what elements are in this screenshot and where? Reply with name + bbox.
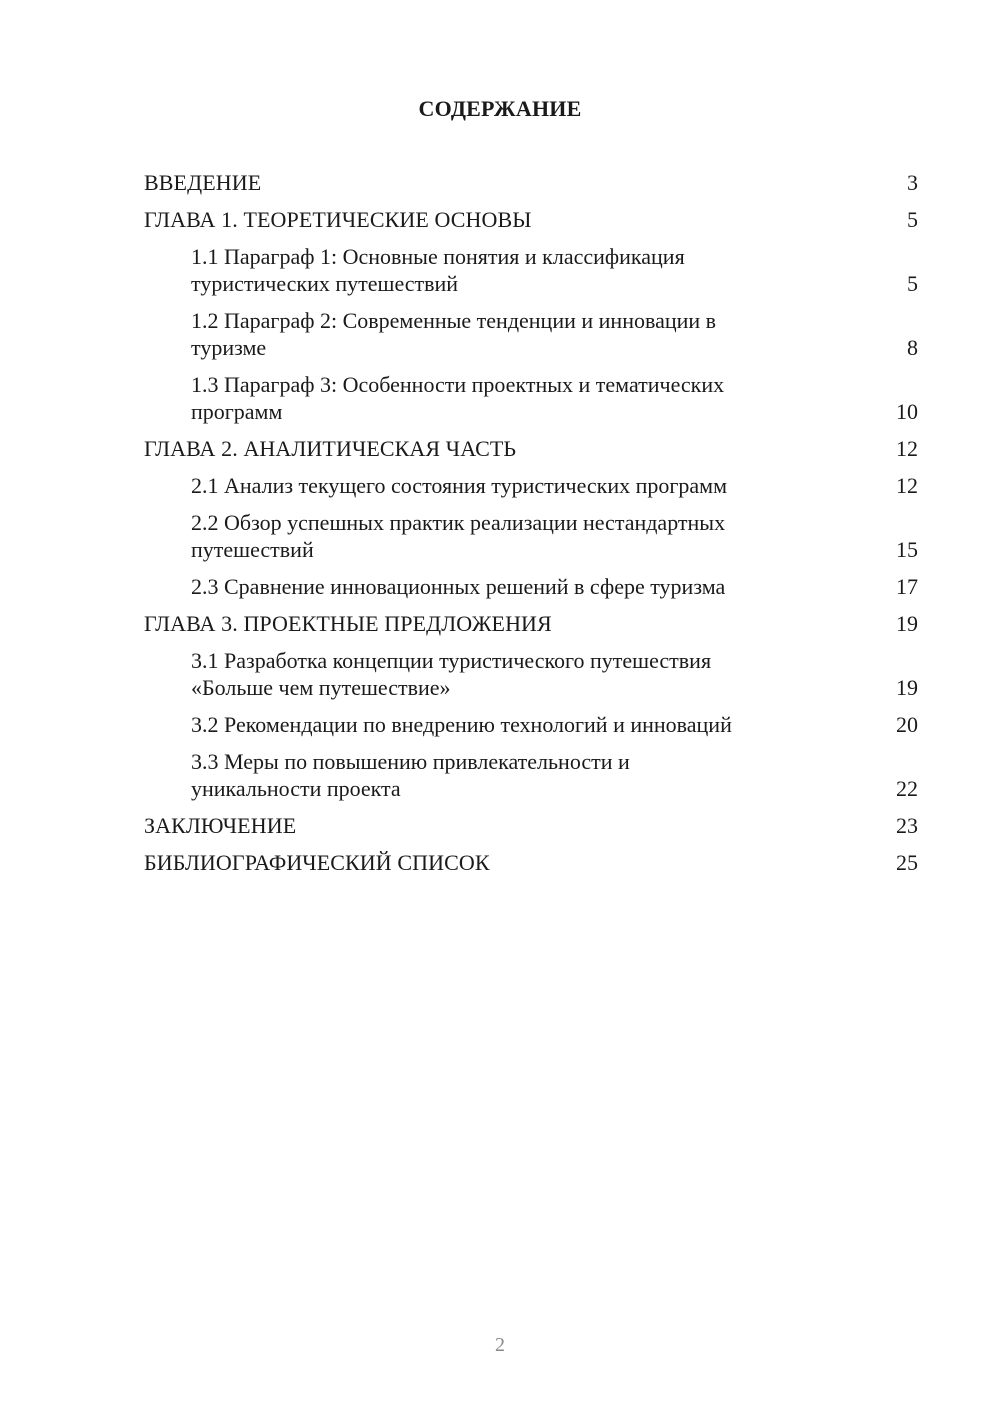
toc-heading: СОДЕРЖАНИЕ xyxy=(418,96,582,121)
toc-entry-title: БИБЛИОГРАФИЧЕСКИЙ СПИСОК xyxy=(144,850,490,875)
toc-entry-page: 5 xyxy=(907,271,918,296)
toc-entry-section-2-3[interactable] xyxy=(144,573,918,600)
toc-entry-title: 3.1 Разработка концепции туристического путешествия «Больше чем путешествие» xyxy=(191,648,712,700)
toc-entry-title: 2.3 Сравнение инновационных решений в сфере туризма xyxy=(191,574,726,599)
toc-entry-page: 19 xyxy=(896,611,918,636)
toc-entry-bibliography[interactable] xyxy=(144,849,918,876)
toc-entry-page: 22 xyxy=(896,776,918,801)
toc-entry-page: 19 xyxy=(896,675,918,700)
page-number: 2 xyxy=(495,1334,505,1356)
toc-entry-page: 20 xyxy=(896,712,918,737)
toc-entry-section-2-1[interactable] xyxy=(144,472,918,499)
toc-entry-title: 3.2 Рекомендации по внедрению технологий и инноваций xyxy=(191,712,732,737)
toc-entry-title: 1.3 Параграф 3: Особенности проектных и тематических программ xyxy=(191,372,725,424)
toc-entry-section-1-2[interactable] xyxy=(144,307,918,361)
toc-entry-page: 8 xyxy=(907,335,918,360)
toc-entry-title: ГЛАВА 1. ТЕОРЕТИЧЕСКИЕ ОСНОВЫ xyxy=(144,207,532,232)
toc-entry-page: 12 xyxy=(896,473,918,498)
toc-entry-section-3-3[interactable] xyxy=(144,748,918,802)
toc-entry-section-2-2[interactable] xyxy=(144,509,918,563)
toc-entry-page: 5 xyxy=(907,207,918,232)
toc-entry-section-3-1[interactable] xyxy=(144,647,918,701)
toc-entry-title: 2.2 Обзор успешных практик реализации нестандартных путешествий xyxy=(191,510,726,562)
toc-entry-section-3-2[interactable] xyxy=(144,711,918,738)
toc-entry-introduction[interactable] xyxy=(144,169,918,196)
toc-entry-section-1-3[interactable] xyxy=(144,371,918,425)
toc-entry-title: ВВЕДЕНИЕ xyxy=(144,170,262,195)
toc-entry-title: 3.3 Меры по повышению привлекательности и уникальности проекта xyxy=(191,749,630,801)
toc-entry-chapter-1[interactable] xyxy=(144,206,918,233)
toc-entry-page: 25 xyxy=(896,850,918,875)
toc-entry-title: 1.1 Параграф 1: Основные понятия и классификация туристических путешествий xyxy=(191,244,685,296)
toc-entry-title: 2.1 Анализ текущего состояния туристических программ xyxy=(191,473,728,498)
toc-entry-page: 10 xyxy=(896,399,918,424)
toc-entry-section-1-1[interactable] xyxy=(144,243,918,297)
toc-entry-chapter-2[interactable] xyxy=(144,435,918,462)
toc-entry-page: 23 xyxy=(896,813,918,838)
toc-entry-page: 3 xyxy=(907,170,918,195)
toc-entry-title: ГЛАВА 2. АНАЛИТИЧЕСКАЯ ЧАСТЬ xyxy=(144,436,517,461)
table-of-contents xyxy=(144,169,918,886)
toc-entry-page: 15 xyxy=(896,537,918,562)
toc-entry-page: 17 xyxy=(896,574,918,599)
toc-entry-conclusion[interactable] xyxy=(144,812,918,839)
toc-entry-title: ГЛАВА 3. ПРОЕКТНЫЕ ПРЕДЛОЖЕНИЯ xyxy=(144,611,552,636)
toc-entry-title: 1.2 Параграф 2: Современные тенденции и инновации в туризме xyxy=(191,308,717,360)
toc-entry-title: ЗАКЛЮЧЕНИЕ xyxy=(144,813,297,838)
toc-entry-page: 12 xyxy=(896,436,918,461)
toc-entry-chapter-3[interactable] xyxy=(144,610,918,637)
